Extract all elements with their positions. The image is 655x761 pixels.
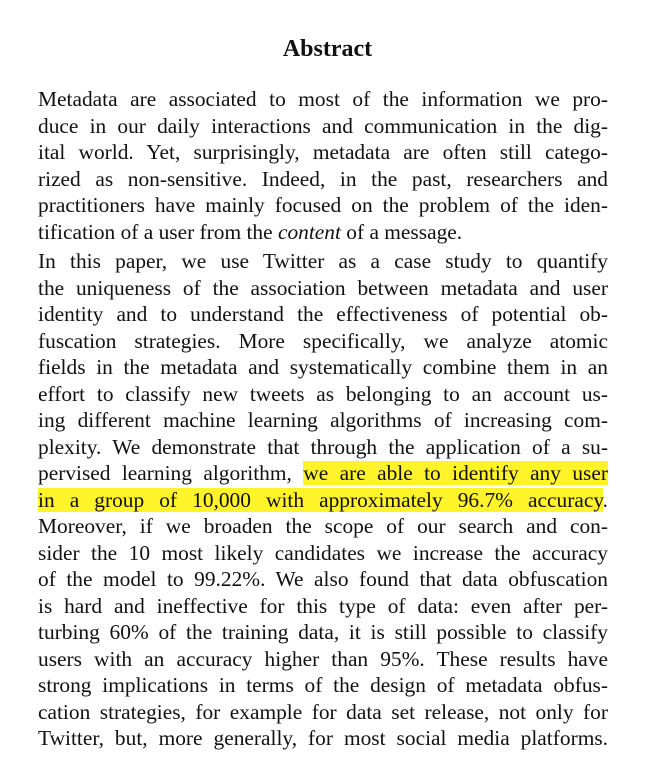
text-line: plexity. We demonstrate that through the application of a su- [38,434,608,459]
text-line: Moreover, if we broaden the scope of our search and con- [38,514,608,538]
text-line: In this paper, we use Twitter as a case study to quantify [38,249,608,273]
text-line: rized as non-sensitive. Indeed, in the past, researchers and [38,166,608,191]
text-line: users with an accuracy higher than 95%. These results have [38,646,608,671]
text-line [38,219,608,246]
text-line: ital world. Yet, surprisingly, metadata are often still catego- [38,140,608,164]
highlighted-text: in a group of 10,000 with approximately 96.7% accuracy [38,487,603,512]
text-line: of the model to 99.22%. We also found that data obfuscation [38,567,608,591]
text-fragment: tification of a user from the [38,219,278,244]
abstract-paragraph-2 [38,248,608,752]
text-fragment: . [602,487,608,512]
text-line [38,487,608,514]
text-line: sider the 10 most likely candidates we increase the accuracy [38,540,608,565]
text-fragment: of a message. [340,219,463,244]
text-line: turbing 60% of the training data, it is still possible to classify [38,620,608,644]
text-fragment: pervised learning algorithm, [38,461,304,485]
highlighted-text: we are able to identify any user [303,461,608,485]
text-line [38,460,608,487]
text-line: strong implications in terms of the design of metadata obfus- [38,673,608,697]
text-line: Metadata are associated to most of the information we pro- [38,87,608,111]
text-line: Twitter, but, more generally, for most social media platforms. [38,726,608,750]
emphasized-word: content [277,219,341,244]
abstract-paragraph-1 [38,86,608,245]
text-line: effort to classify new tweets as belonging to an account us- [38,381,608,406]
text-line: ing different machine learning algorithms of increasing com- [38,408,608,432]
text-line: the uniqueness of the association between metadata and user [38,275,608,300]
text-line: is hard and ineffective for this type of data: even after per- [38,593,608,618]
text-line: fields in the metadata and systematically combine them in an [38,355,608,379]
text-line: practitioners have mainly focused on the problem of the iden- [38,193,608,217]
text-line: fuscation strategies. More specifically, we analyze atomic [38,328,608,353]
text-line: cation strategies, for example for data set release, not only for [38,699,608,724]
abstract-body [38,86,608,752]
text-line: identity and to understand the effectiveness of potential ob- [38,302,608,326]
text-line: duce in our daily interactions and communication in the dig- [38,113,608,138]
abstract-title: Abstract [282,36,373,62]
